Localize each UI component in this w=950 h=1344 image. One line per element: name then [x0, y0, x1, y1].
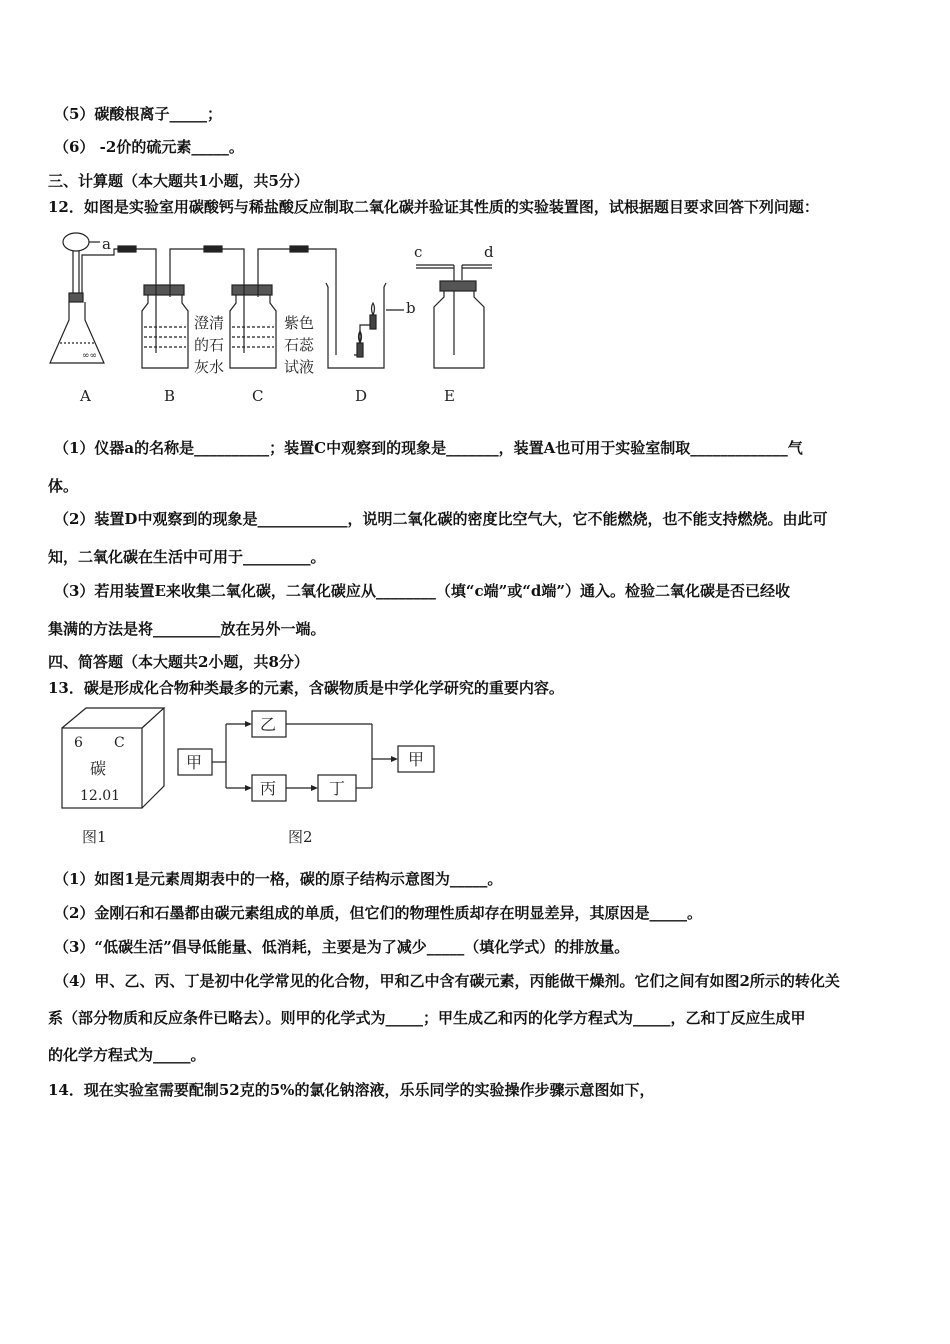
- letter-C: C: [252, 387, 264, 405]
- q13-2-line: （2）金刚石和石墨都由碳元素组成的单质，但它们的物理性质却存在明显差异，其原因是_____。: [54, 904, 702, 922]
- fig1-caption: 图1: [82, 828, 107, 846]
- letter-E: E: [444, 387, 455, 405]
- q13-3-line: （3）“低碳生活”倡导低能量、低消耗，主要是为了减少_____（填化学式）的排放量。: [54, 938, 630, 956]
- label-a: a: [102, 235, 111, 253]
- section-3-heading: 三、计算题（本大题共1小题，共5分）: [48, 172, 309, 190]
- q12-3-line-a: （3）若用装置E来收集二氧化碳，二氧化碳应从________（填“c端”或“d端”）通入。检验二氧化碳是否已经收: [54, 582, 791, 600]
- letter-B: B: [164, 387, 176, 405]
- label-d: d: [484, 243, 494, 261]
- q13-4-line-b: 系（部分物质和反应条件已略去）。则甲的化学式为_____；甲生成乙和丙的化学方程式为_____，乙和丁反应生成甲: [48, 1009, 806, 1027]
- bottle-c: [230, 295, 276, 368]
- q6-line: （6） -2价的硫元素_____。: [54, 138, 244, 156]
- q13-4-line-a: （4）甲、乙、丙、丁是初中化学常见的化合物，甲和乙中含有碳元素，丙能做干燥剂。它们之间有如图2所示的转化关: [54, 972, 840, 990]
- letter-A: A: [80, 387, 91, 405]
- letter-D: D: [355, 387, 368, 405]
- q13-1-line: （1）如图1是元素周期表中的一格，碳的原子结构示意图为_____。: [54, 870, 503, 888]
- q5-line: （5）碳酸根离子_____；: [54, 105, 222, 123]
- fig2-caption: 图2: [288, 828, 313, 846]
- cube-symbol: C: [114, 735, 125, 751]
- apparatus-figure: [44, 225, 514, 410]
- flow-start-label: 甲: [186, 753, 203, 772]
- q12-3-line-b: 集满的方法是将_________放在另外一端。: [48, 620, 326, 638]
- flow-end-label: 甲: [408, 750, 425, 769]
- bottle-e: [434, 291, 484, 368]
- label-b: b: [406, 299, 416, 317]
- c-text-3: 试液: [284, 358, 315, 376]
- section-4-heading: 四、简答题（本大题共2小题，共8分）: [48, 653, 309, 671]
- funnel-a: [63, 233, 89, 251]
- cube-mass: 12.01: [80, 788, 121, 804]
- q12-stem: 12．如图是实验室用碳酸钙与稀盐酸反应制取二氧化碳并验证其性质的实验装置图，试根据题目要求回答下列问题：: [48, 198, 819, 216]
- q12-2-line-b: 知，二氧化碳在生活中可用于_________。: [48, 548, 326, 566]
- bottle-b: [142, 295, 188, 368]
- cube-number: 6: [74, 735, 83, 751]
- q13-4-line-c: 的化学方程式为_____。: [48, 1046, 206, 1064]
- c-text-2: 石蕊: [284, 336, 315, 354]
- b-text-2: 的石: [194, 336, 225, 354]
- flow-right-label: 丁: [329, 779, 346, 798]
- q12-1-line-a: （1）仪器a的名称是__________；装置C中观察到的现象是_______，装置A也可用于实验室制取_____________气: [54, 439, 803, 457]
- label-c: c: [414, 243, 423, 261]
- q12-1-line-b: 体。: [48, 477, 79, 495]
- b-text-3: 灰水: [194, 358, 225, 376]
- cube-name: 碳: [90, 759, 107, 778]
- svg-text:∞∞: ∞∞: [82, 351, 97, 361]
- q14-stem: 14．现在实验室需要配制52克的5%的氯化钠溶液，乐乐同学的实验操作步骤示意图如下，: [48, 1081, 655, 1099]
- c-text-1: 紫色: [284, 314, 315, 332]
- q13-figures: [56, 702, 456, 852]
- flow-mid-label: 丙: [260, 779, 277, 798]
- b-text-1: 澄清: [194, 314, 225, 332]
- q12-2-line-a: （2）装置D中观察到的现象是____________，说明二氧化碳的密度比空气大，它不能燃烧，也不能支持燃烧。由此可: [54, 510, 828, 528]
- flow-top-label: 乙: [260, 715, 277, 734]
- q13-stem: 13．碳是形成化合物种类最多的元素，含碳物质是中学化学研究的重要内容。: [48, 679, 564, 697]
